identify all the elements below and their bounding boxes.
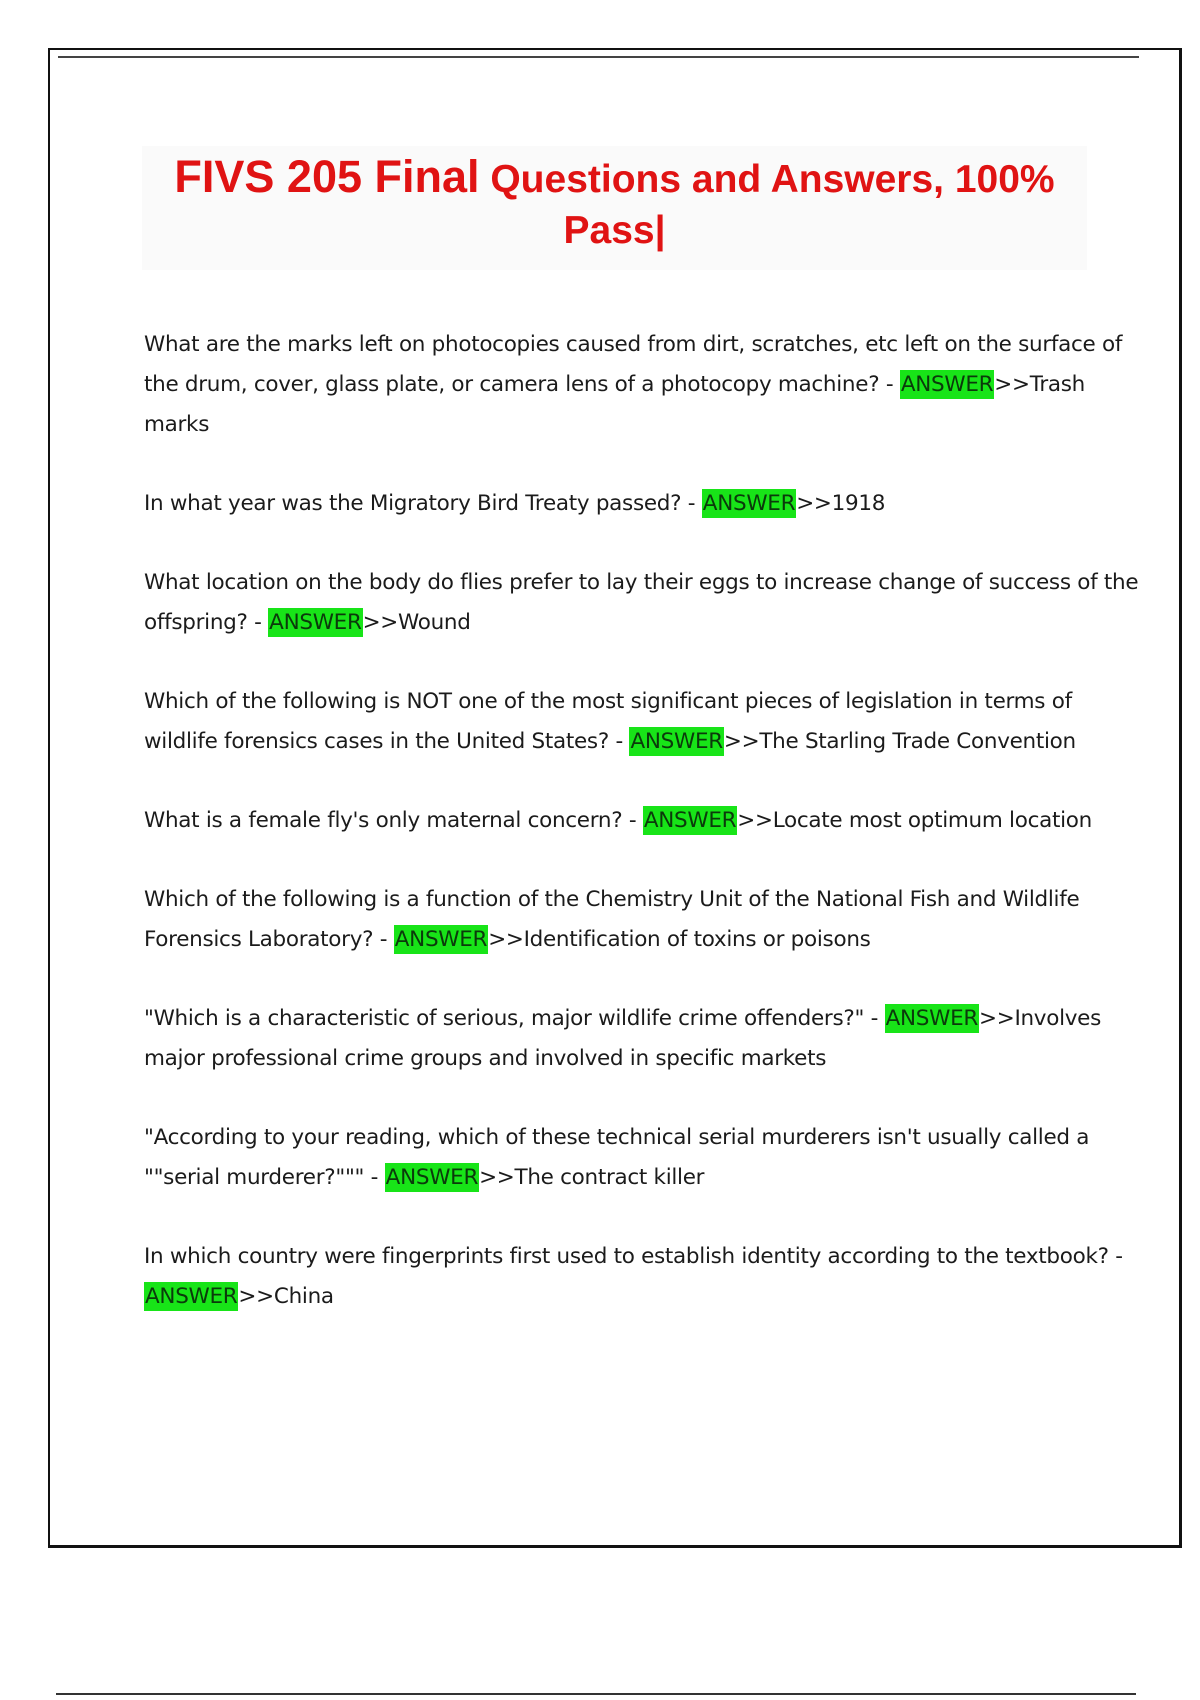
question-text: Which of the following is a function of the Chemistry Unit of the National Fish and Wildlife Forensics Laboratory? - — [144, 887, 1080, 952]
answer-label: ANSWER — [643, 808, 737, 833]
answer-label: ANSWER — [269, 610, 362, 635]
qa-item — [144, 563, 1144, 643]
answer-text: >>The Starling Trade Convention — [723, 729, 1076, 754]
qa-list — [144, 325, 1144, 1356]
answer-text: >>1918 — [796, 491, 886, 516]
question-text: Which of the following is NOT one of the most significant pieces of legislation in terms of wildlife forensics cases in the United States? - — [144, 689, 1072, 754]
answer-text: >>Locate most optimum location — [737, 808, 1092, 833]
next-page-rule — [56, 1693, 1136, 1695]
document-title — [142, 152, 1087, 257]
qa-item — [144, 325, 1144, 445]
question-text: What are the marks left on photocopies caused from dirt, scratches, etc left on the surface of the drum, cover, glass plate, or camera lens of a photocopy machine? - — [144, 332, 1123, 397]
answer-label: ANSWER — [394, 927, 488, 952]
qa-item — [144, 999, 1144, 1079]
answer-text: >>China — [238, 1284, 334, 1309]
question-text: What location on the body do flies prefer to lay their eggs to increase change of success of the offspring? - — [144, 570, 1139, 635]
answer-text: >>Identification of toxins or poisons — [488, 927, 871, 952]
answer-label: ANSWER — [885, 1006, 979, 1031]
answer-label: ANSWER — [900, 372, 994, 397]
answer-text: >>Trash marks — [144, 372, 1086, 437]
question-text: In what year was the Migratory Bird Treaty passed? - — [144, 491, 702, 516]
qa-item — [144, 1118, 1144, 1198]
question-text: "According to your reading, which of these technical serial murderers isn't usually called a ""serial murderer?""" - — [144, 1125, 1090, 1190]
question-text: What is a female fly's only maternal concern? - — [144, 808, 643, 833]
document-title-rest: Questions and Answers, 100% Pass| — [479, 158, 1055, 252]
document-title-lead: FIVS 205 Final — [174, 151, 480, 202]
question-text: "Which is a characteristic of serious, major wildlife crime offenders?" - — [144, 1006, 885, 1031]
answer-label: ANSWER — [385, 1165, 479, 1190]
title-block — [142, 146, 1087, 270]
header-rule — [58, 56, 1139, 58]
answer-text: >>Wound — [362, 610, 471, 635]
question-text: In which country were fingerprints first used to establish identity according to the textbook? - — [144, 1244, 1123, 1269]
document-page — [48, 48, 1182, 1548]
qa-item — [144, 484, 1144, 524]
qa-item — [144, 801, 1144, 841]
answer-text: >>The contract killer — [479, 1165, 705, 1190]
qa-item — [144, 1237, 1144, 1317]
answer-text: >>Involves major professional crime groups and involved in specific markets — [144, 1006, 1102, 1071]
answer-label: ANSWER — [145, 1284, 238, 1309]
answer-label: ANSWER — [630, 729, 723, 754]
qa-item — [144, 682, 1144, 762]
qa-item — [144, 880, 1144, 960]
answer-label: ANSWER — [702, 491, 796, 516]
